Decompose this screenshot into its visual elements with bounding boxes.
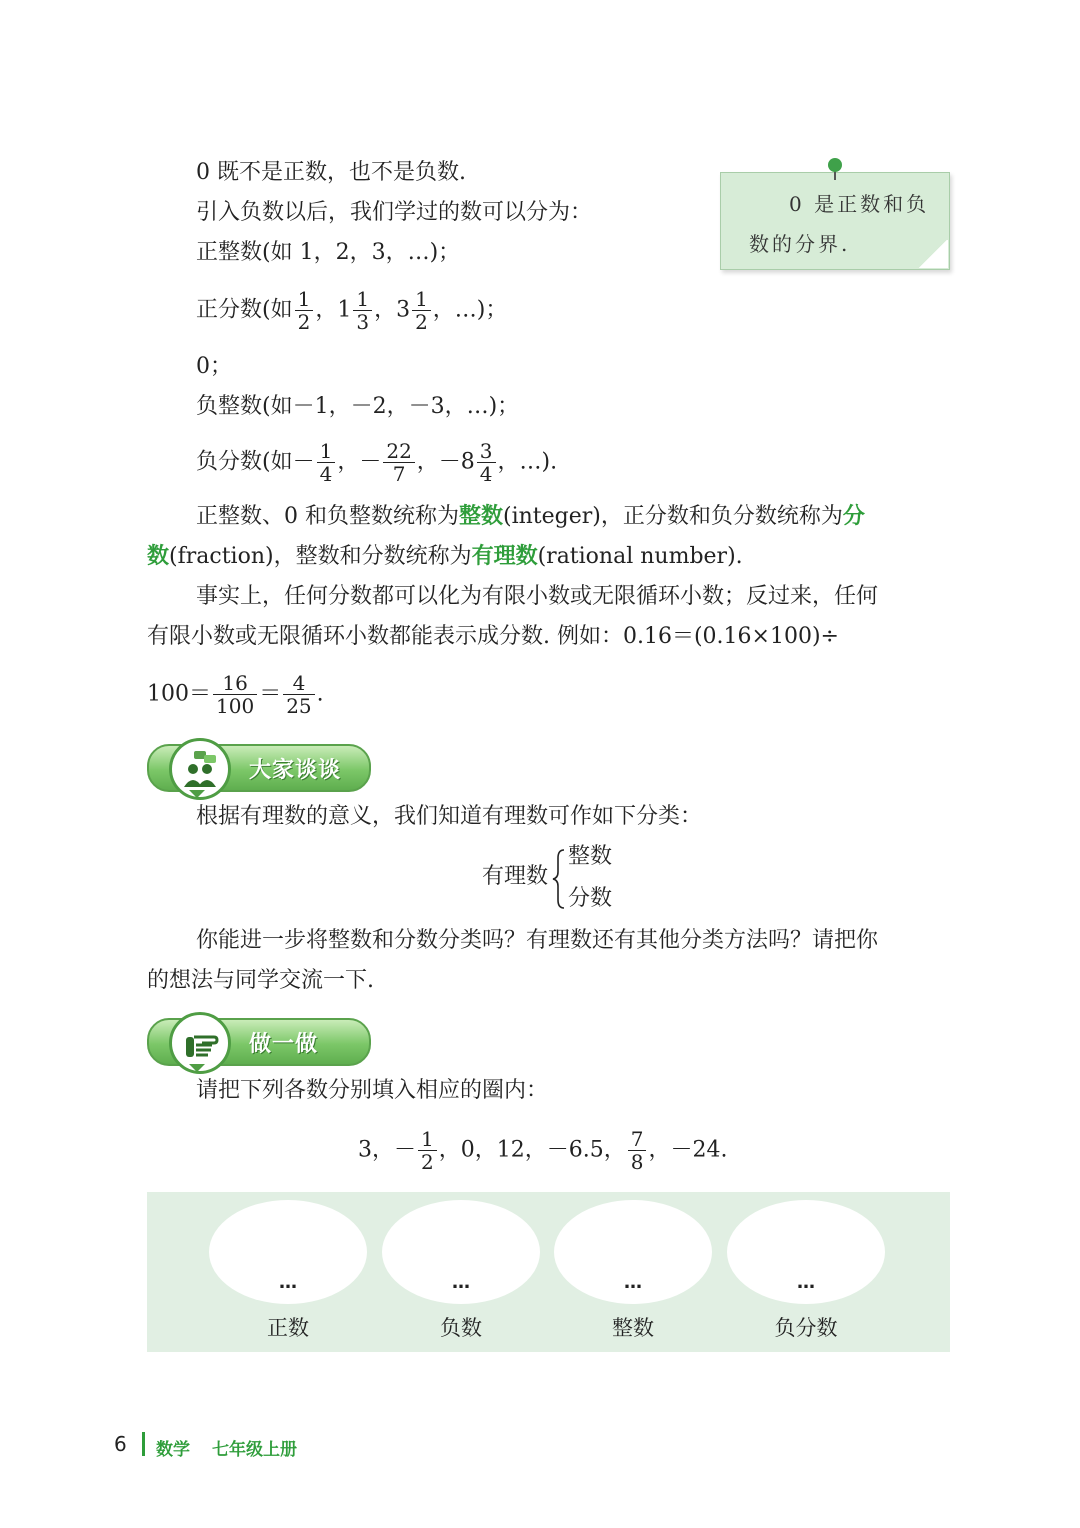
classification-integers: 整数	[568, 844, 613, 869]
footer-grade: 七年级上册	[212, 1440, 297, 1460]
badge-pointer	[189, 1064, 205, 1072]
note-curl	[918, 240, 948, 268]
note-line-2: 数的分界.	[749, 232, 851, 256]
classification-root: 有理数	[482, 864, 549, 889]
definition-line-2: 数(fraction)，整数和分数统称为有理数(rational number).	[147, 544, 743, 569]
circle-negative-fraction[interactable]	[727, 1200, 885, 1304]
ellipsis: …	[452, 1272, 470, 1293]
intro-line-2: 引入负数以后，我们学过的数可以分为：	[196, 200, 593, 225]
ellipsis: …	[797, 1272, 815, 1293]
fact-line-3: 100＝ $\frac{16}{100}$ ＝ $\frac{4}{25}$ .	[147, 671, 324, 718]
intro-line-1: 0 既不是正数，也不是负数.	[196, 160, 466, 185]
footer-subject: 数学	[156, 1440, 190, 1460]
practice-badge-label: 做一做	[249, 1032, 319, 1057]
pushpin-icon	[828, 158, 842, 172]
practice-badge	[147, 1018, 371, 1066]
circle-label-negative-fraction: 负分数	[774, 1316, 838, 1340]
definition-line-1: 正整数、0 和负整数统称为整数(integer)，正分数和负分数统称为分	[196, 504, 865, 529]
keyword-rational: 有理数	[471, 544, 538, 569]
badge-pointer	[189, 790, 205, 798]
discuss-question-2: 的想法与同学交流一下.	[147, 968, 374, 993]
keyword-integer: 整数	[459, 504, 504, 529]
fact-line-2: 有限小数或无限循环小数都能表示成分数. 例如：0.16＝(0.16×100)÷	[147, 624, 839, 649]
practice-line-1: 请把下列各数分别填入相应的圈内：	[196, 1078, 549, 1103]
discuss-line-1: 根据有理数的意义，我们知道有理数可作如下分类：	[196, 804, 703, 829]
margin-note	[720, 172, 950, 270]
circle-label-integer: 整数	[612, 1316, 654, 1340]
brace-icon	[552, 848, 566, 910]
zero-line: 0；	[196, 354, 232, 379]
negative-fractions: 负分数(如－ $\frac{1}{4}$ ，－ $\frac{22}{7}$ ，－8 $\frac{3}{4}$ ，…).	[196, 439, 558, 486]
page-number: 6	[114, 1432, 127, 1456]
fact-line-1: 事实上，任何分数都可以化为有限小数或无限循环小数；反过来，任何	[196, 584, 879, 609]
circle-label-positive: 正数	[267, 1316, 309, 1340]
positive-integers: 正整数(如 1，2，3，…)；	[196, 240, 461, 265]
note-line-1: 0 是正数和负	[789, 192, 930, 216]
discuss-badge-label: 大家谈谈	[249, 758, 342, 783]
negative-integers: 负整数(如－1，－2，－3，…)；	[196, 394, 520, 419]
circle-negative[interactable]	[382, 1200, 540, 1304]
circle-integer[interactable]	[554, 1200, 712, 1304]
positive-fractions: 正分数(如 $\frac{1}{2}$ ，1 $\frac{1}{3}$ ，3 $\frac{1}{2}$ ，…)；	[196, 287, 508, 334]
circle-positive[interactable]	[209, 1200, 367, 1304]
ellipsis: …	[624, 1272, 642, 1293]
discuss-badge	[147, 744, 371, 792]
ellipsis: …	[279, 1272, 297, 1293]
footer-divider	[142, 1432, 145, 1456]
sorting-panel	[147, 1192, 950, 1352]
classification-fractions: 分数	[568, 886, 613, 911]
keyword-fraction: 数	[147, 544, 170, 569]
numbers-list: 3，－ $\frac{1}{2}$ ，0，12，－6.5， $\frac{7}{8}$ ，－24.	[358, 1127, 728, 1174]
circle-label-negative: 负数	[440, 1316, 482, 1340]
discuss-question-1: 你能进一步将整数和分数分类吗？有理数还有其他分类方法吗？请把你	[196, 928, 879, 953]
